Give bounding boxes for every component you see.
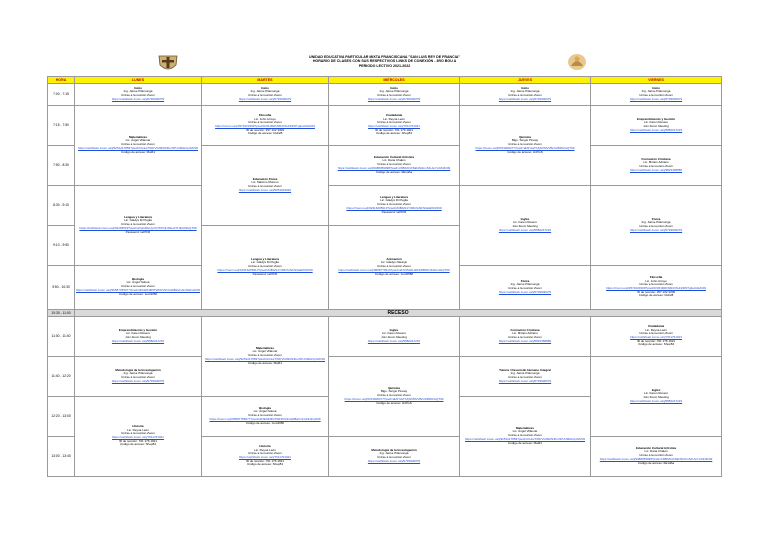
class-cell [75, 316, 202, 356]
day-tuesday: MARTES [202, 76, 329, 83]
hour-label: 8:30 - 9:10 [48, 185, 75, 225]
subject: Ciudadanía [385, 112, 403, 117]
access-code: Código de acceso: zero5580 [374, 271, 414, 276]
class-cell [75, 356, 202, 396]
join-text: Unirse a la reunión Zoom [377, 202, 411, 207]
class-cell [75, 185, 202, 265]
day-monday: LUNES [75, 76, 202, 83]
subject: Biología [132, 276, 144, 281]
class-cell [591, 436, 722, 476]
join-text: Join Zoom Meeting [125, 335, 151, 339]
class-cell [460, 316, 591, 356]
teacher: Lic. Karen Rosero [381, 331, 406, 336]
join-text: Unirse a la reunión Zoom [248, 93, 282, 97]
zoom-link[interactable]: https://us02web.zoom.us/j/6793900079 [629, 96, 683, 101]
class-cell [329, 225, 460, 309]
subject: Filosofía [258, 112, 272, 117]
class-cell [202, 396, 329, 436]
break-label: RECESO [75, 309, 722, 316]
access-code: Código de acceso: zero3050 [245, 420, 285, 425]
class-cell [202, 83, 329, 105]
join-text: Unirse a la reunión Zoom [508, 375, 542, 379]
teacher: Lic. Karen Rosero [644, 391, 669, 396]
zoom-link[interactable]: https://us02web.zoom.us/j/9251217859?pwd=UG1wTXRrVGlSblhNbmhPUU9ReVpOZz09 [205, 356, 325, 361]
teacher: Lic. Gladys Naranjo [380, 260, 408, 265]
schedule [47, 48, 721, 491]
zoom-link[interactable]: https://us02web.zoom.us/j/6793900079 [367, 458, 421, 463]
join-text: Join Zoom Meeting [643, 124, 669, 128]
teacher: Lic. Miriam Adriano [643, 160, 669, 165]
join-text: Unirse a la reunión Zoom [377, 393, 411, 398]
join-text: Unirse a la reunión Zoom [639, 331, 673, 336]
hour-label: 9:10 - 9:50 [48, 225, 75, 265]
join-text: Unirse a la reunión Zoom [639, 93, 673, 97]
school-year: PERIODO LECTIVO 2021-2022 [358, 64, 411, 69]
join-text: Unirse a la reunión Zoom [639, 224, 673, 228]
class-cell [460, 356, 591, 396]
join-text: Unirse a la reunión Zoom [248, 451, 282, 456]
join-text: Unirse a la reunión Zoom [121, 142, 155, 147]
teacher: Ing. Jaime Pilamunga [510, 371, 540, 376]
zoom-link[interactable]: https://us02web.zoom.us/j/5882247215 [111, 338, 165, 343]
join-text: Unirse a la reunión Zoom [377, 162, 411, 167]
class-cell [329, 83, 460, 105]
class-cell [591, 316, 722, 356]
teacher: Lic. Reyna León [383, 116, 405, 121]
zoom-link[interactable]: https://us02web.zoom.us/j/6793900079 [498, 96, 552, 101]
access-code: ID de reunión: 701 176 1921 [118, 438, 158, 443]
subject: Física [520, 278, 530, 283]
teacher: Lic. Gladys Di Puglia [124, 218, 152, 223]
zoom-link[interactable]: https://us02web.zoom.us/j/9251217859?pwd=UG1wTXRrVGlSblhNbmhPUU9ReVpOZz09 [465, 436, 585, 441]
access-code: Código de acceso: zero3050 [118, 291, 158, 296]
teacher: Lic. Karen Rosero [644, 120, 669, 125]
class-cell [329, 436, 460, 476]
class-cell [75, 396, 202, 476]
institution-name: UNIDAD EDUCATIVA PARTICULAR MIXTA FRANCISCANA "SAN LUIS REY DE FRANCIA" [309, 54, 461, 59]
teacher: Lic. Karen Rosero [512, 220, 537, 225]
hour-label: 10:30 - 11:00 [48, 309, 75, 316]
day-hour: HORA [48, 76, 75, 83]
zoom-link[interactable]: https://us02web.zoom.us/j/96587785077?pwd=dFhkMnBNTWFDV01CaDBaVmNnNHFxdz09 [76, 287, 200, 292]
zoom-link[interactable]: https://zoom.us/j/2571023309?pwd=RzR1M0hNM1hTeFZ3WTg3eUtGZz09 [606, 286, 706, 290]
access-code-2: Código de acceso: Shep84 [119, 442, 157, 447]
subject: Animación [386, 256, 402, 261]
zoom-link[interactable]: https://us02web.zoom.us/j/6793900079 [111, 96, 165, 101]
join-text: Unirse a la reunión Zoom [248, 353, 282, 358]
class-cell [202, 145, 329, 225]
join-text: Join Zoom Meeting [643, 395, 669, 399]
subject: Emprendimiento y Gestión [118, 327, 158, 332]
subject: Inicio [261, 85, 269, 90]
zoom-link[interactable]: https://us02web.zoom.us/j/9488359098?pwd=cXBIMCtXNkl4NnhmS1UwYmNNZz09 [337, 165, 451, 170]
join-text: Unirse a la reunión Zoom [121, 431, 155, 436]
zoom-link[interactable]: https://us02web.zoom.us/j/7011761921 [239, 455, 291, 459]
teacher: Lic. Gladys Di Puglia [251, 260, 279, 265]
class-cell [591, 356, 722, 436]
zoom-link[interactable]: https://zoom.us/j/92316295913?pwd=Z3BGN1Y3M1hxNFN3eEROZz09 [346, 205, 442, 210]
subject: Inglés [651, 387, 661, 392]
subject: Matemáticas [515, 425, 534, 430]
hour-label: 11:40 - 12:20 [48, 356, 75, 396]
teacher: Ing. Jaime Pilamunga [123, 371, 153, 376]
zoom-link[interactable]: https://us02web.zoom.us/j/5882247215 [498, 227, 552, 232]
teacher: Blgo. Sergio Pinoay [380, 389, 408, 394]
teacher: Ing. Jaime Pilamunga [510, 282, 540, 287]
subject: Inicio [652, 85, 660, 90]
join-text: Unirse a la reunión Zoom [248, 184, 282, 188]
teacher: Lic. Karen Rosero [125, 331, 150, 336]
teacher: Ing. Jaime Pilamunga [250, 89, 280, 94]
join-text: Unirse a la reunión Zoom [248, 413, 282, 418]
subject: Química [388, 385, 400, 390]
subject: Emprendimiento y Gestión [636, 116, 676, 121]
join-text: Unirse a la reunión Zoom [377, 120, 411, 125]
access-code: Código de acceso: Mat61 [507, 440, 543, 445]
access-code-2: Código de acceso: Shep84 [246, 462, 284, 467]
class-cell [75, 265, 202, 309]
join-text: Unirse a la reunión Zoom [508, 335, 542, 339]
teacher: Ing. Jaime Pilamunga [510, 89, 540, 94]
join-text: Unirse a la reunión Zoom [377, 264, 411, 269]
access-code-2: Código de acceso: Shep84 [638, 342, 675, 347]
access-code: Password: ta07FR [125, 229, 151, 234]
zoom-link[interactable]: https://us02web.zoom.us/j/5882247215 [367, 338, 421, 343]
teacher: Lic. Ángel Villamar [125, 138, 151, 143]
class-cell [591, 83, 722, 105]
join-text: Unirse a la reunión Zoom [508, 433, 542, 438]
break-row [48, 309, 722, 316]
schedule-table [47, 48, 722, 477]
subject: Inicio [134, 85, 142, 90]
join-text: Unirse a la reunión Zoom [639, 453, 673, 458]
class-cell [329, 356, 460, 436]
zoom-link[interactable]: https://zoom.us/j/96587785077?pwd=dFhkMnBNTWFDV01CaDBaVmNnNHFxdz09 [209, 416, 321, 421]
zoom-link[interactable]: https://zoom.us/j/9703006477?pwd=akNYaVlYZjNXMVVBcVZRRlVwQT09 [475, 145, 575, 150]
join-text: Unirse a la reunión Zoom [508, 286, 542, 290]
class-cell [329, 145, 460, 185]
hour-label: 7:00 - 7:15 [48, 83, 75, 105]
access-code: Código de acceso: H47tsS [507, 149, 543, 154]
zoom-link[interactable]: https://us02web.zoom.us/j/5882247215 [629, 398, 683, 403]
join-text: Join Zoom Meeting [512, 224, 538, 228]
subject: Metodología de la Investigación [115, 367, 161, 372]
join-text: Unirse a la reunión Zoom [377, 93, 411, 97]
join-text: Unirse a la reunión Zoom [508, 142, 542, 147]
zoom-link[interactable]: https://us02web.zoom.us/j/9823468886 [629, 167, 683, 172]
teacher: Blgo. Sergio Pinoay [511, 138, 539, 143]
join-text: Join Zoom Meeting [381, 335, 407, 339]
subject: Historia [259, 443, 271, 448]
subject: Ciudadanía [647, 323, 665, 328]
class-cell [329, 105, 460, 145]
class-cell [75, 83, 202, 105]
teacher: Lic. Ángel Villamar [252, 349, 278, 354]
teacher: Lic. Gladys Di Puglia [380, 198, 408, 203]
class-cell [460, 265, 591, 309]
subject: Tutoría / Desarrollo Humano Integral [499, 367, 551, 372]
class-cell [460, 83, 591, 105]
zoom-link[interactable]: https://us02web.zoom.us/j/7011761921 [112, 435, 164, 439]
teacher: Lic. John Arroyo [645, 278, 667, 283]
teacher: Lic. Dana Chalén [382, 158, 406, 163]
teacher: Lic. Miriam Adriano [512, 331, 538, 336]
access-code-2: Código de acceso: Shep84 [375, 131, 413, 136]
teacher: Lic. Ángel Noboa [126, 280, 150, 285]
access-code: Password: ta07FR [252, 271, 278, 276]
access-code: ID de reunión: 701 176 1921 [374, 127, 414, 132]
class-cell [329, 316, 460, 356]
teacher: Lic. Reyna León [645, 327, 667, 332]
class-cell [75, 105, 202, 185]
join-text: Unirse a la reunión Zoom [121, 375, 155, 379]
hour-label: 12:20 - 13:00 [48, 396, 75, 436]
join-text: Unirse a la reunión Zoom [121, 222, 155, 227]
class-cell [202, 316, 329, 396]
zoom-link[interactable]: https://us02web.zoom.us/j/6793900079 [498, 378, 552, 383]
subject: Formación Cristiana [641, 156, 671, 161]
class-cell [202, 105, 329, 145]
day-header-row [48, 76, 722, 83]
access-code: ID de reunión: 257 102 3309 [245, 127, 285, 132]
class-cell [591, 265, 722, 309]
subject: Inicio [390, 85, 398, 90]
teacher: Ing. Jaime Pilamunga [123, 89, 153, 94]
teacher: Lic. Reyna León [254, 447, 276, 452]
zoom-link[interactable]: https://us02web.zoom.us/j/7011761921 [368, 124, 420, 128]
subject: Historia [132, 423, 144, 428]
class-cell [591, 145, 722, 185]
subject: Filosofía [649, 274, 663, 279]
subject: Química [519, 134, 531, 139]
access-code: Código de acceso: Mat61 [120, 149, 156, 154]
zoom-link[interactable]: https://us02web.zoom.us/j/7011761921 [630, 335, 683, 339]
join-text: Unirse a la reunión Zoom [121, 93, 155, 97]
zoom-link[interactable]: https://us02web.zoom.us/j/5882247215 [629, 127, 683, 132]
join-text: Unirse a la reunión Zoom [121, 284, 155, 289]
join-text: Unirse a la reunión Zoom [248, 264, 282, 269]
subject: Matemáticas [128, 134, 147, 139]
schedule-subtitle: HORARIO DE CLASES CON SUS RESPECTIVOS LINKS DE CONEXIÓN - 3RO BGU A [312, 59, 457, 64]
subject: Lengua y Literatura [380, 194, 408, 199]
class-cell [591, 185, 722, 265]
access-code: Código de acceso: 0E1dAa [637, 460, 675, 465]
access-code: Password: ta07FR [381, 209, 407, 214]
access-code: ID de reunión: 701 176 1921 [637, 338, 676, 343]
subject: Biología [259, 405, 271, 410]
access-code-2: Código de acceso: Dub28 [247, 131, 283, 136]
teacher: Lic. John Arroyo [254, 116, 276, 121]
join-text: Unirse a la reunión Zoom [639, 282, 673, 287]
subject: Educación Física [252, 176, 278, 181]
class-cell [460, 185, 591, 265]
subject: Formación Cristiana [510, 327, 540, 332]
teacher: Ing. Jaime Pilamunga [379, 89, 409, 94]
hour-label: 11:00 - 11:40 [48, 316, 75, 356]
subject: Matemáticas [255, 345, 274, 350]
teacher: Lic. Ángel Villamar [512, 429, 538, 434]
access-code: ID de reunión: 257 102 3309 [637, 289, 676, 294]
class-cell [202, 225, 329, 309]
join-text: Unirse a la reunión Zoom [639, 164, 673, 168]
subject: Educación Cultural Artística [373, 154, 415, 159]
teacher: Lic. Máximo Moreno [251, 180, 279, 185]
hour-label: 9:50 - 10:30 [48, 265, 75, 309]
teacher: Lic. Reyna León [127, 427, 149, 432]
teacher: Ing. Jaime Pilamunga [641, 89, 671, 94]
access-code: Código de acceso: Mat61 [247, 360, 283, 365]
zoom-link[interactable]: https://us02web.zoom.us/j/6793900079 [111, 378, 165, 383]
class-cell [591, 105, 722, 145]
zoom-link[interactable]: https://us02web.zoom.us/j/6793900079 [498, 289, 552, 294]
document-header [48, 48, 722, 76]
subject: Inglés [520, 216, 530, 221]
zoom-link[interactable]: https://us02web.zoom.us/j/9488359098?pwd=cXBIMCtXNkl4NnhmS1UwYmNNZz09 [599, 456, 713, 461]
hour-label: 13:00 - 13:40 [48, 436, 75, 476]
teacher: Lic. Dana Chalén [644, 449, 668, 454]
hour-label: 7:15 - 7:50 [48, 105, 75, 145]
class-cell [460, 396, 591, 476]
teacher: Ing. Jaime Pilamunga [379, 451, 409, 456]
zoom-link[interactable]: https://zoom.us/j/9703006477?pwd=akNYaVlYZjNXMVVBcVZRRlVwQT09 [344, 396, 444, 401]
access-code: Código de acceso: H47tsS [376, 400, 412, 405]
subject: Física [651, 216, 661, 221]
subject: Educación Cultural Artística [636, 445, 677, 450]
hour-label: 7:50 - 8:30 [48, 145, 75, 185]
day-thursday: JUEVES [460, 76, 591, 83]
access-code-2: Código de acceso: Dub28 [638, 293, 674, 298]
access-code: Código de acceso: 0E1dAa [375, 169, 413, 174]
zoom-link[interactable]: https://us02web.zoom.us/j/9688779914?pwd=aFhNS0dLd0h2ZlBhbUZ4bmdGQT09 [338, 267, 450, 272]
join-text: Unirse a la reunión Zoom [377, 455, 411, 459]
teacher: Ing. Jaime Pilamunga [641, 220, 671, 225]
join-text: Unirse a la reunión Zoom [508, 93, 542, 97]
access-code: ID de reunión: 701 176 1921 [245, 458, 285, 463]
subject: Lengua y Literatura [251, 256, 279, 261]
zoom-link[interactable]: https://us02web.zoom.us/j/6793900079 [367, 96, 421, 101]
zoom-link[interactable]: https://us02web.zoom.us/j/5051923922 [238, 187, 292, 192]
class-cell [202, 436, 329, 476]
zoom-link[interactable]: https://us02web.zoom.us/j/6793900079 [629, 227, 683, 232]
zoom-link[interactable]: https://us02web.zoom.us/j/9251217859?pwd=UG1wTXRrVGlSblhNbmhPUU9ReVpOZz09 [78, 145, 198, 150]
day-wednesday: MIÉRCOLES [329, 76, 460, 83]
zoom-link[interactable]: https://zoom.us/j/2571023309?pwd=RzR1M0hNM1hTeFZ3WTg3eUtGZz09 [215, 124, 315, 128]
join-text: Unirse a la reunión Zoom [248, 120, 282, 125]
class-cell [460, 105, 591, 185]
subject: Metodología de la Investigación [371, 447, 417, 452]
subject: Inglés [389, 327, 399, 332]
zoom-link[interactable]: https://us02web.zoom.us/j/9823468886 [498, 338, 552, 343]
subject: Inicio [521, 85, 529, 90]
day-friday: VIERNES [591, 76, 722, 83]
class-cell [329, 185, 460, 225]
zoom-link[interactable]: https://zoom.us/j/92316295913?pwd=Z3BGN1Y3M1hxNFN3eEROZz09 [217, 267, 313, 272]
teacher: Lic. Ángel Noboa [253, 409, 277, 414]
subject: Lengua y Literatura [124, 214, 152, 219]
zoom-link[interactable]: https://us02web.zoom.us/j/6793900079 [238, 96, 292, 101]
zoom-link[interactable]: https://us02web.zoom.us/j/92165519?pwd=aVpGRGUyVzNSTGlUNkxvNTJEU0ZsQT09 [79, 225, 197, 230]
